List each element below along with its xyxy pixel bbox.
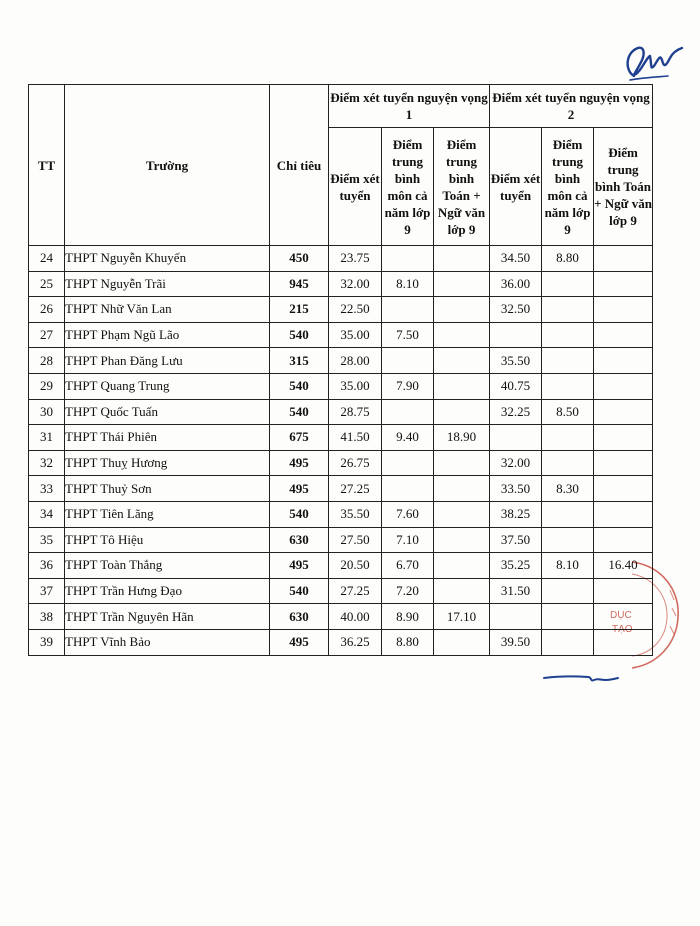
- table-row: [29, 322, 653, 348]
- table-row: [29, 246, 653, 272]
- signature-mark-bottom: [540, 668, 620, 690]
- row-nv1-avg: [382, 450, 434, 476]
- row-tt: 38: [29, 604, 65, 630]
- table-row: [29, 578, 653, 604]
- header-nv2-avg: Điểm trung bình môn cả năm lớp 9: [542, 128, 594, 246]
- row-nv1-avg: [382, 399, 434, 425]
- row-nv2-math-lit: 16.40: [594, 553, 653, 579]
- row-nv1-avg: [382, 476, 434, 502]
- row-nv2-score: 40.75: [490, 373, 542, 399]
- row-nv1-score: 27.25: [329, 578, 382, 604]
- row-nv2-score: 34.50: [490, 246, 542, 272]
- row-nv1-avg: 7.10: [382, 527, 434, 553]
- row-school: THPT Trần Nguyên Hãn: [65, 604, 270, 630]
- row-school: THPT Vĩnh Bảo: [65, 629, 270, 655]
- row-nv2-math-lit: [594, 297, 653, 323]
- row-nv1-avg: 8.90: [382, 604, 434, 630]
- row-nv2-avg: 8.30: [542, 476, 594, 502]
- row-nv2-avg: [542, 348, 594, 374]
- table-row: [29, 373, 653, 399]
- row-nv2-math-lit: [594, 246, 653, 272]
- table-row: [29, 527, 653, 553]
- row-nv2-avg: 8.50: [542, 399, 594, 425]
- row-tt: 35: [29, 527, 65, 553]
- row-tt: 33: [29, 476, 65, 502]
- row-tt: 32: [29, 450, 65, 476]
- row-nv1-score: 26.75: [329, 450, 382, 476]
- row-nv1-math-lit: [434, 246, 490, 272]
- row-nv2-math-lit: [594, 425, 653, 451]
- row-quota: 540: [270, 578, 329, 604]
- row-nv2-avg: [542, 373, 594, 399]
- row-school: THPT Phạm Ngũ Lão: [65, 322, 270, 348]
- row-nv1-score: 35.50: [329, 501, 382, 527]
- row-nv1-score: 28.75: [329, 399, 382, 425]
- row-school: THPT Nhữ Văn Lan: [65, 297, 270, 323]
- row-nv2-math-lit: [594, 578, 653, 604]
- row-nv2-math-lit: [594, 629, 653, 655]
- row-nv2-avg: [542, 629, 594, 655]
- row-quota: 945: [270, 271, 329, 297]
- row-nv2-avg: [542, 271, 594, 297]
- row-school: THPT Quốc Tuấn: [65, 399, 270, 425]
- row-tt: 39: [29, 629, 65, 655]
- row-quota: 315: [270, 348, 329, 374]
- row-nv1-avg: 8.10: [382, 271, 434, 297]
- table-row: [29, 476, 653, 502]
- row-school: THPT Thuỵ Hương: [65, 450, 270, 476]
- table-row: [29, 450, 653, 476]
- row-tt: 30: [29, 399, 65, 425]
- row-nv2-score: 33.50: [490, 476, 542, 502]
- row-nv1-score: 32.00: [329, 271, 382, 297]
- row-nv2-avg: [542, 527, 594, 553]
- row-nv1-math-lit: [434, 450, 490, 476]
- row-tt: 34: [29, 501, 65, 527]
- table-row: [29, 604, 653, 630]
- header-quota: Chỉ tiêu: [270, 85, 329, 246]
- row-nv2-score: [490, 425, 542, 451]
- row-nv1-score: 36.25: [329, 629, 382, 655]
- row-nv1-math-lit: [434, 501, 490, 527]
- signature-mark-top: [620, 40, 684, 86]
- row-nv1-math-lit: [434, 322, 490, 348]
- row-nv2-avg: [542, 297, 594, 323]
- row-nv1-score: 28.00: [329, 348, 382, 374]
- row-nv2-avg: [542, 501, 594, 527]
- row-nv1-score: 22.50: [329, 297, 382, 323]
- row-quota: 540: [270, 373, 329, 399]
- header-tt: TT: [29, 85, 65, 246]
- row-tt: 37: [29, 578, 65, 604]
- row-quota: 450: [270, 246, 329, 272]
- row-nv2-math-lit: [594, 604, 653, 630]
- row-nv1-avg: 6.70: [382, 553, 434, 579]
- row-school: THPT Nguyễn Trãi: [65, 271, 270, 297]
- row-nv1-math-lit: [434, 527, 490, 553]
- row-nv2-score: 36.00: [490, 271, 542, 297]
- row-nv1-math-lit: 17.10: [434, 604, 490, 630]
- row-nv1-math-lit: [434, 271, 490, 297]
- row-nv1-score: 40.00: [329, 604, 382, 630]
- row-quota: 675: [270, 425, 329, 451]
- row-nv2-math-lit: [594, 399, 653, 425]
- row-school: THPT Quang Trung: [65, 373, 270, 399]
- header-school: Trường: [65, 85, 270, 246]
- row-school: THPT Thái Phiên: [65, 425, 270, 451]
- table-row: [29, 399, 653, 425]
- row-school: THPT Toàn Thắng: [65, 553, 270, 579]
- row-nv2-math-lit: [594, 348, 653, 374]
- row-nv2-math-lit: [594, 476, 653, 502]
- table-row: [29, 501, 653, 527]
- row-nv2-score: 39.50: [490, 629, 542, 655]
- header-nv2-score: Điểm xét tuyển: [490, 128, 542, 246]
- row-tt: 28: [29, 348, 65, 374]
- header-nv2-group: Điểm xét tuyển nguyện vọng 2: [490, 85, 653, 128]
- row-tt: 36: [29, 553, 65, 579]
- row-nv2-score: [490, 322, 542, 348]
- row-quota: 495: [270, 553, 329, 579]
- row-nv1-score: 35.00: [329, 322, 382, 348]
- row-nv1-math-lit: [434, 348, 490, 374]
- table-row: [29, 271, 653, 297]
- row-nv2-avg: [542, 450, 594, 476]
- row-nv2-score: 37.50: [490, 527, 542, 553]
- row-nv1-score: 20.50: [329, 553, 382, 579]
- header-nv1-avg: Điểm trung bình môn cả năm lớp 9: [382, 128, 434, 246]
- row-nv1-score: 27.50: [329, 527, 382, 553]
- row-nv1-avg: 7.90: [382, 373, 434, 399]
- row-quota: 630: [270, 604, 329, 630]
- row-tt: 31: [29, 425, 65, 451]
- table-row: [29, 348, 653, 374]
- row-tt: 24: [29, 246, 65, 272]
- row-nv2-math-lit: [594, 271, 653, 297]
- row-school: THPT Thuỷ Sơn: [65, 476, 270, 502]
- row-quota: 495: [270, 629, 329, 655]
- row-nv2-score: 31.50: [490, 578, 542, 604]
- row-nv2-score: 35.50: [490, 348, 542, 374]
- seal-text-2: TẠO: [612, 624, 633, 635]
- row-nv1-score: 35.00: [329, 373, 382, 399]
- row-nv2-avg: [542, 322, 594, 348]
- row-quota: 495: [270, 476, 329, 502]
- row-tt: 25: [29, 271, 65, 297]
- row-nv2-avg: 8.80: [542, 246, 594, 272]
- row-nv2-score: [490, 604, 542, 630]
- row-nv1-math-lit: [434, 373, 490, 399]
- row-nv1-avg: [382, 246, 434, 272]
- row-nv1-math-lit: [434, 399, 490, 425]
- row-nv1-avg: [382, 348, 434, 374]
- row-school: THPT Phan Đăng Lưu: [65, 348, 270, 374]
- row-nv2-score: 32.50: [490, 297, 542, 323]
- row-school: THPT Trần Hưng Đạo: [65, 578, 270, 604]
- header-nv1-group: Điểm xét tuyển nguyện vọng 1: [329, 85, 490, 128]
- row-nv2-score: 32.00: [490, 450, 542, 476]
- row-nv2-math-lit: [594, 527, 653, 553]
- header-nv2-math-lit: Điểm trung bình Toán + Ngữ văn lớp 9: [594, 128, 653, 246]
- row-quota: 630: [270, 527, 329, 553]
- row-nv1-math-lit: [434, 578, 490, 604]
- row-nv1-math-lit: 18.90: [434, 425, 490, 451]
- row-tt: 26: [29, 297, 65, 323]
- row-nv1-avg: 7.50: [382, 322, 434, 348]
- row-quota: 495: [270, 450, 329, 476]
- row-nv1-avg: 7.60: [382, 501, 434, 527]
- row-nv1-avg: [382, 297, 434, 323]
- seal-text-1: DỤC: [610, 610, 632, 621]
- row-nv1-score: 23.75: [329, 246, 382, 272]
- row-quota: 540: [270, 322, 329, 348]
- row-nv2-math-lit: [594, 322, 653, 348]
- row-nv2-math-lit: [594, 501, 653, 527]
- row-nv1-score: 27.25: [329, 476, 382, 502]
- row-tt: 27: [29, 322, 65, 348]
- row-nv1-math-lit: [434, 476, 490, 502]
- row-nv1-math-lit: [434, 629, 490, 655]
- row-nv2-math-lit: [594, 373, 653, 399]
- row-nv2-avg: [542, 578, 594, 604]
- row-nv2-score: 38.25: [490, 501, 542, 527]
- row-tt: 29: [29, 373, 65, 399]
- row-nv2-avg: [542, 604, 594, 630]
- table-row: [29, 297, 653, 323]
- admission-scores-table: [28, 84, 653, 656]
- row-nv1-avg: 8.80: [382, 629, 434, 655]
- row-nv2-math-lit: [594, 450, 653, 476]
- header-nv1-math-lit: Điểm trung bình Toán + Ngữ văn lớp 9: [434, 128, 490, 246]
- row-quota: 540: [270, 501, 329, 527]
- row-nv2-score: 32.25: [490, 399, 542, 425]
- table-row: [29, 629, 653, 655]
- row-nv1-score: 41.50: [329, 425, 382, 451]
- row-nv1-math-lit: [434, 297, 490, 323]
- header-nv1-score: Điểm xét tuyển: [329, 128, 382, 246]
- row-nv2-avg: 8.10: [542, 553, 594, 579]
- row-nv2-score: 35.25: [490, 553, 542, 579]
- table-row: [29, 425, 653, 451]
- row-school: THPT Tiên Lãng: [65, 501, 270, 527]
- row-school: THPT Tô Hiệu: [65, 527, 270, 553]
- row-school: THPT Nguyễn Khuyến: [65, 246, 270, 272]
- row-nv1-avg: 7.20: [382, 578, 434, 604]
- row-nv1-math-lit: [434, 553, 490, 579]
- row-quota: 540: [270, 399, 329, 425]
- row-nv2-avg: [542, 425, 594, 451]
- row-nv1-avg: 9.40: [382, 425, 434, 451]
- table-row: [29, 553, 653, 579]
- row-quota: 215: [270, 297, 329, 323]
